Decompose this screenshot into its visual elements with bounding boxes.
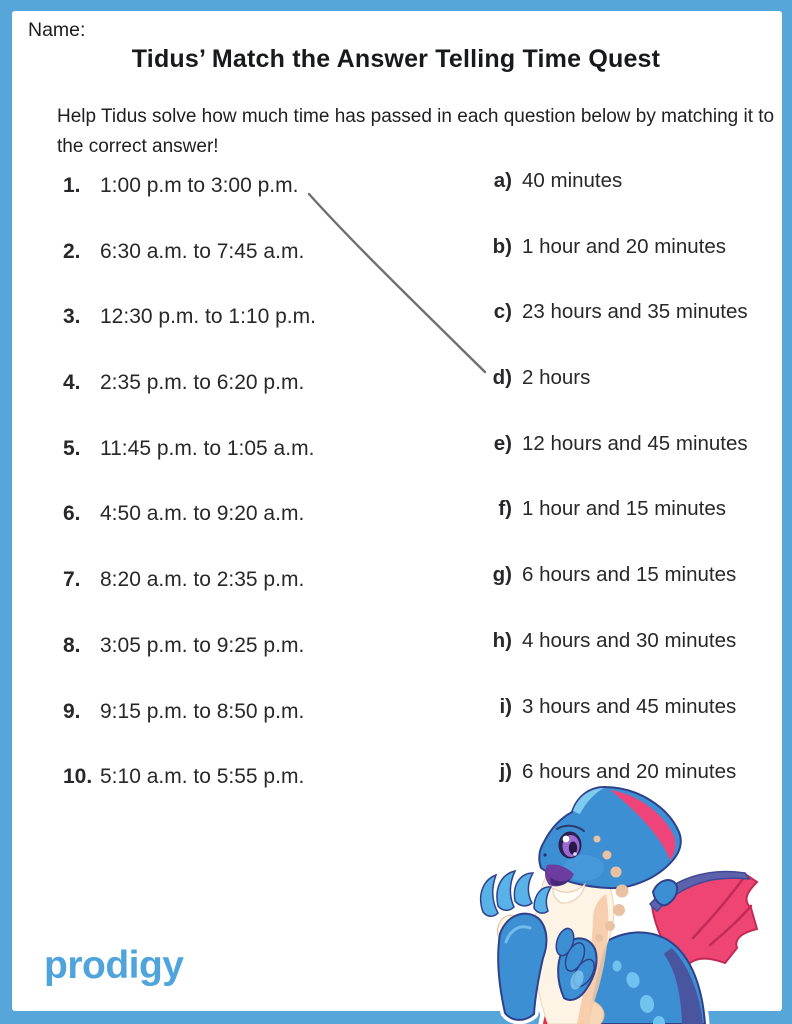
question-text: 1:00 p.m to 3:00 p.m. xyxy=(100,174,299,197)
answer-text: 2 hours xyxy=(522,366,591,389)
question-text: 5:10 a.m. to 5:55 p.m. xyxy=(100,765,305,788)
question-item-6 xyxy=(63,501,304,527)
question-text: 3:05 p.m. to 9:25 p.m. xyxy=(100,634,305,657)
instructions-line-1: Help Tidus solve how much time has passed in each question below by matching it to xyxy=(57,106,775,127)
answer-text: 12 hours and 45 minutes xyxy=(522,432,748,455)
answer-text: 40 minutes xyxy=(522,169,623,192)
answer-letter: h) xyxy=(492,629,512,652)
prodigy-logo: prodigy xyxy=(44,944,184,987)
tidus-dragon-illustration xyxy=(446,782,778,1024)
question-item-2 xyxy=(63,239,304,265)
question-item-9 xyxy=(63,699,304,725)
question-number: 10. xyxy=(63,765,93,788)
question-number: 2. xyxy=(63,240,81,263)
answer-letter: d) xyxy=(492,366,512,389)
question-number: 4. xyxy=(63,371,81,394)
answer-letter: j) xyxy=(499,760,512,783)
answer-letter: e) xyxy=(493,432,512,455)
question-number: 5. xyxy=(63,437,81,460)
question-number: 1. xyxy=(63,174,81,197)
question-item-10 xyxy=(63,764,304,790)
answer-letter: i) xyxy=(499,695,512,718)
answer-letter: f) xyxy=(498,497,512,520)
question-number: 7. xyxy=(63,568,81,591)
answer-item-i xyxy=(484,694,736,720)
answer-item-g xyxy=(484,562,736,588)
question-item-1 xyxy=(63,173,298,199)
answer-item-h xyxy=(484,628,736,654)
answer-text: 1 hour and 20 minutes xyxy=(522,235,726,258)
dragon-nostril xyxy=(543,853,546,856)
page-title: Tidus’ Match the Answer Telling Time Quest xyxy=(131,45,661,73)
instructions xyxy=(57,102,774,162)
answer-letter: a) xyxy=(493,169,512,192)
answer-item-b xyxy=(484,234,726,260)
answer-item-f xyxy=(484,496,726,522)
answer-text: 6 hours and 15 minutes xyxy=(522,563,737,586)
answer-item-c xyxy=(484,299,748,325)
question-text: 9:15 p.m. to 8:50 p.m. xyxy=(100,700,305,723)
question-item-7 xyxy=(63,567,304,593)
question-item-3 xyxy=(63,304,316,330)
question-text: 6:30 a.m. to 7:45 a.m. xyxy=(100,240,305,263)
question-number: 6. xyxy=(63,502,81,525)
answer-letter: b) xyxy=(492,235,512,258)
answer-text: 3 hours and 45 minutes xyxy=(522,695,737,718)
answer-text: 23 hours and 35 minutes xyxy=(522,300,748,323)
answer-text: 1 hour and 15 minutes xyxy=(522,497,726,520)
dragon-eye xyxy=(559,832,582,859)
question-text: 11:45 p.m. to 1:05 a.m. xyxy=(100,437,315,460)
question-item-8 xyxy=(63,633,304,659)
question-text: 2:35 p.m. to 6:20 p.m. xyxy=(100,371,305,394)
answer-text: 6 hours and 20 minutes xyxy=(522,760,737,783)
question-item-5 xyxy=(63,436,314,462)
question-number: 3. xyxy=(63,305,81,328)
answer-item-a xyxy=(484,168,622,194)
name-label: Name: xyxy=(28,19,86,41)
question-text: 12:30 p.m. to 1:10 p.m. xyxy=(100,305,316,328)
question-number: 9. xyxy=(63,700,81,723)
question-text: 8:20 a.m. to 2:35 p.m. xyxy=(100,568,305,591)
answer-item-d xyxy=(484,365,590,391)
answer-item-e xyxy=(484,431,748,457)
question-text: 4:50 a.m. to 9:20 a.m. xyxy=(100,502,305,525)
question-item-4 xyxy=(63,370,304,396)
question-number: 8. xyxy=(63,634,81,657)
answer-letter: g) xyxy=(492,563,512,586)
instructions-line-2: the correct answer! xyxy=(57,136,219,157)
answer-letter: c) xyxy=(493,300,512,323)
answer-text: 4 hours and 30 minutes xyxy=(522,629,737,652)
